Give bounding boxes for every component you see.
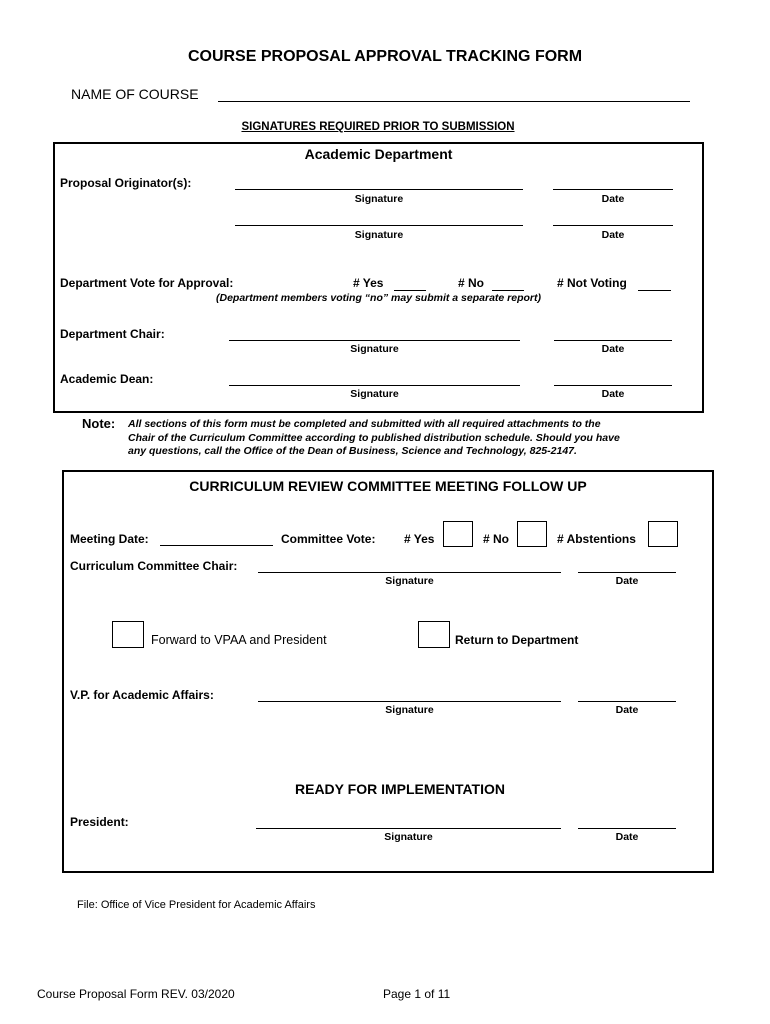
signature-caption: Signature: [385, 704, 434, 716]
committee-yes-box[interactable]: [443, 521, 473, 547]
committee-section: [62, 470, 714, 873]
note-line: All sections of this form must be completed and submitted with all required attachments to the: [128, 418, 601, 430]
date-caption: Date: [601, 193, 625, 205]
vp-date-field[interactable]: [578, 701, 676, 702]
course-name-field[interactable]: [218, 101, 690, 102]
committee-chair-signature-field[interactable]: [258, 572, 561, 573]
date-caption: Date: [601, 343, 625, 355]
committee-chair-label: Curriculum Committee Chair:: [70, 559, 238, 573]
academic-department-heading: Academic Department: [304, 146, 453, 162]
proposal-originator-label: Proposal Originator(s):: [60, 176, 192, 190]
vote-no-label: # No: [458, 276, 485, 290]
return-checkbox[interactable]: [418, 621, 450, 648]
president-signature-field[interactable]: [256, 828, 561, 829]
footer-revision: Course Proposal Form REV. 03/2020: [37, 987, 235, 1001]
forward-checkbox[interactable]: [112, 621, 144, 648]
date-caption: Date: [601, 229, 625, 241]
originator-signature-1-field[interactable]: [235, 189, 523, 190]
note-label: Note:: [82, 416, 116, 431]
date-caption: Date: [615, 704, 639, 716]
committee-abstentions-label: # Abstentions: [557, 532, 636, 546]
forward-label: Forward to VPAA and President: [151, 633, 327, 647]
dean-date-field[interactable]: [554, 385, 672, 386]
note-line: Chair of the Curriculum Committee according to published distribution schedule. Should you have: [128, 432, 620, 444]
chair-signature-field[interactable]: [229, 340, 520, 341]
vote-no-field[interactable]: [492, 290, 524, 291]
footer-page-number: Page 1 of 11: [383, 987, 451, 1001]
date-caption: Date: [601, 388, 625, 400]
vote-not-voting-field[interactable]: [638, 290, 671, 291]
return-label: Return to Department: [455, 633, 579, 647]
president-label: President:: [70, 815, 129, 829]
committee-no-box[interactable]: [517, 521, 547, 547]
dean-signature-field[interactable]: [229, 385, 520, 386]
meeting-date-label: Meeting Date:: [70, 532, 149, 546]
date-caption: Date: [615, 831, 639, 843]
committee-yes-label: # Yes: [404, 532, 435, 546]
originator-date-2-field[interactable]: [553, 225, 673, 226]
ready-for-implementation-heading: READY FOR IMPLEMENTATION: [295, 781, 505, 797]
committee-abstentions-box[interactable]: [648, 521, 678, 547]
committee-no-label: # No: [483, 532, 510, 546]
signature-caption: Signature: [385, 575, 434, 587]
vp-signature-field[interactable]: [258, 701, 561, 702]
note-line: any questions, call the Office of the Dean of Business, Science and Technology, 825-2147.: [128, 445, 577, 457]
signature-caption: Signature: [350, 343, 399, 355]
vote-note: (Department members voting “no” may submit a separate report): [216, 292, 541, 304]
vote-yes-label: # Yes: [353, 276, 384, 290]
vote-not-voting-label: # Not Voting: [557, 276, 627, 290]
department-vote-label: Department Vote for Approval:: [60, 276, 234, 290]
signatures-required-heading: SIGNATURES REQUIRED PRIOR TO SUBMISSION: [241, 121, 515, 133]
course-name-label: NAME OF COURSE: [71, 86, 199, 102]
vote-yes-field[interactable]: [394, 290, 426, 291]
committee-vote-label: Committee Vote:: [281, 532, 376, 546]
vp-academic-affairs-label: V.P. for Academic Affairs:: [70, 688, 214, 702]
committee-heading: CURRICULUM REVIEW COMMITTEE MEETING FOLLOW UP: [189, 478, 587, 494]
academic-dean-label: Academic Dean:: [60, 372, 154, 386]
signature-caption: Signature: [354, 193, 404, 205]
chair-date-field[interactable]: [554, 340, 672, 341]
signature-caption: Signature: [384, 831, 433, 843]
file-note: File: Office of Vice President for Academic Affairs: [77, 899, 316, 911]
form-title: COURSE PROPOSAL APPROVAL TRACKING FORM: [187, 48, 583, 65]
president-date-field[interactable]: [578, 828, 676, 829]
department-chair-label: Department Chair:: [60, 327, 165, 341]
committee-chair-date-field[interactable]: [578, 572, 676, 573]
date-caption: Date: [615, 575, 639, 587]
originator-date-1-field[interactable]: [553, 189, 673, 190]
originator-signature-2-field[interactable]: [235, 225, 523, 226]
signature-caption: Signature: [354, 229, 404, 241]
meeting-date-field[interactable]: [160, 545, 273, 546]
signature-caption: Signature: [350, 388, 399, 400]
